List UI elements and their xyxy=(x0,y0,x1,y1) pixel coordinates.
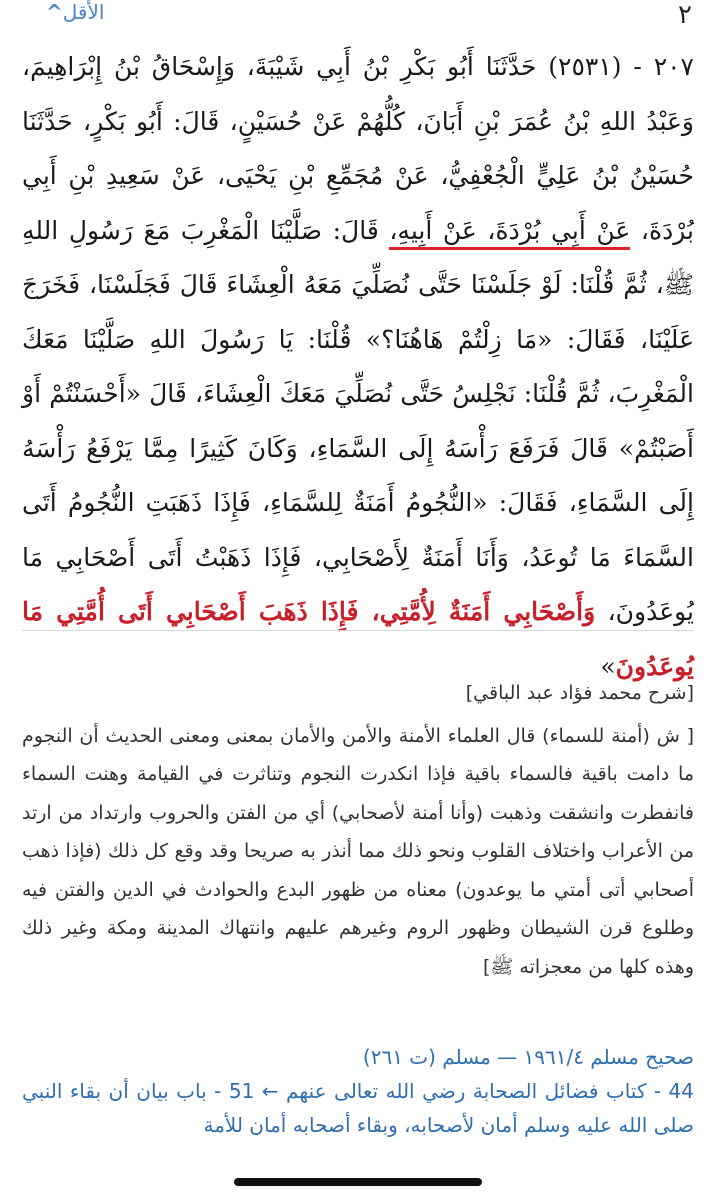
hadith-part-1: ٢٠٧ - (٢٥٣١) حَدَّثَنَا أَبُو بَكْرِ بْنُ أَبِي شَيْبَةَ، وَإِسْحَاقُ بْنُ إِبْرَاهِيمَ، وَعَبْدُ اللهِ بْنُ عُمَرَ بْنِ أَبَانَ، كُلُّهُمْ عَنْ حُسَيْنٍ، قَالَ: أَبُو بَكْرٍ، حَدَّثَنَا حُسَيْنُ بْنُ عَلِيٍّ الْجُعْفِيُّ، عَنْ مُجَمِّعِ بْنِ يَحْيَى، عَنْ سَعِيدِ بْنِ أَبِي بُرْدَةَ، xyxy=(22,52,694,245)
source-reference-link[interactable]: صحيح مسلم ١٩٦١/٤ — مسلم (ت ٢٦١) xyxy=(362,1045,694,1069)
chapter-reference-link[interactable]: 44 - كتاب فضائل الصحابة رضي الله تعالى عنهم ← 51 - باب بيان أن بقاء النبي صلى الله عليه وسلم أمان لأصحابه، وبقاء أصحابه أمان للأمة xyxy=(22,1079,694,1137)
hadith-closing-quote: » xyxy=(600,651,616,681)
underlined-narrator-chain: عَنْ أَبِي بُرْدَةَ، عَنْ أَبِيهِ، xyxy=(389,216,630,250)
references-block xyxy=(22,1040,694,1142)
highlighted-phrase: وَأَصْحَابِي أَمَنَةٌ لِأُمَّتِي، فَإِذَا ذَهَبَ أَصْحَابِي أَتَى أُمَّتِي مَا يُوعَدُونَ xyxy=(22,597,694,681)
commentary-block xyxy=(22,674,694,986)
top-bar xyxy=(0,0,716,34)
hadith-part-2: قَالَ: صَلَّيْنَا الْمَغْرِبَ مَعَ رَسُولِ اللهِ ﷺ، ثُمَّ قُلْنَا: لَوْ جَلَسْنَا حَتَّى نُصَلِّيَ مَعَهُ الْعِشَاءَ قَالَ فَجَلَسْنَا، فَخَرَجَ عَلَيْنَا، فَقَالَ: «مَا زِلْتُمْ هَاهُنَا؟» قُلْنَا: يَا رَسُولَ اللهِ صَلَّيْنَا مَعَكَ الْمَغْرِبَ، ثُمَّ قُلْنَا: نَجْلِسُ حَتَّى نُصَلِّيَ مَعَكَ الْعِشَاءَ، قَالَ «أَحْسَنْتُمْ أَوْ أَصَبْتُمْ» قَالَ فَرَفَعَ رَأْسَهُ إِلَى السَّمَاءِ، وَكَانَ كَثِيرًا مِمَّا يَرْفَعُ رَأْسَهُ إِلَى السَّمَاءِ، فَقَالَ: «النُّجُومُ أَمَنَةٌ لِلسَّمَاءِ، فَإِذَا ذَهَبَتِ النُّجُومُ أَتَى السَّمَاءَ مَا تُوعَدُ، وَأَنَا أَمَنَةٌ لِأَصْحَابِي، فَإِذَا ذَهَبْتُ أَتَى أَصْحَابِي مَا يُوعَدُونَ، xyxy=(22,215,694,626)
show-less-label: الأقل xyxy=(62,0,105,24)
commentary-body: [ ش (أمنة للسماء) قال العلماء الأمنة والأمن والأمان بمعنى ومعنى الحديث أن النجوم ما دامت باقية فالسماء باقية فإذا انكدرت النجوم وتناثرت في القيامة وهنت السماء فانفطرت وانشقت وذهبت (وأنا أمنة لأصحابي) أي من الفتن والحروب وارتداد من ارتد من الأعراب واختلاف القلوب ونحو ذلك مما أنذر به صريحا وقد وقع كل ذلك (فإذا ذهب أصحابي أتى أمتي ما يوعدون) معناه من ظهور البدع والحوادث في الدين والفتن فيه وطلوع قرن الشيطان وظهور الروم وغيرهم عليهم وانتهاك المدينة ومكة وغير ذلك وهذه كلها من معجزاته ﷺ] xyxy=(22,724,694,978)
home-indicator[interactable] xyxy=(234,1178,482,1186)
chevron-up-icon: ^ xyxy=(46,0,63,24)
hadith-text xyxy=(22,40,694,694)
show-less-link[interactable] xyxy=(40,0,104,24)
commentary-title: [شرح محمد فؤاد عبد الباقي] xyxy=(465,682,694,704)
section-divider xyxy=(22,630,694,631)
page-number: ٢ xyxy=(678,0,692,30)
